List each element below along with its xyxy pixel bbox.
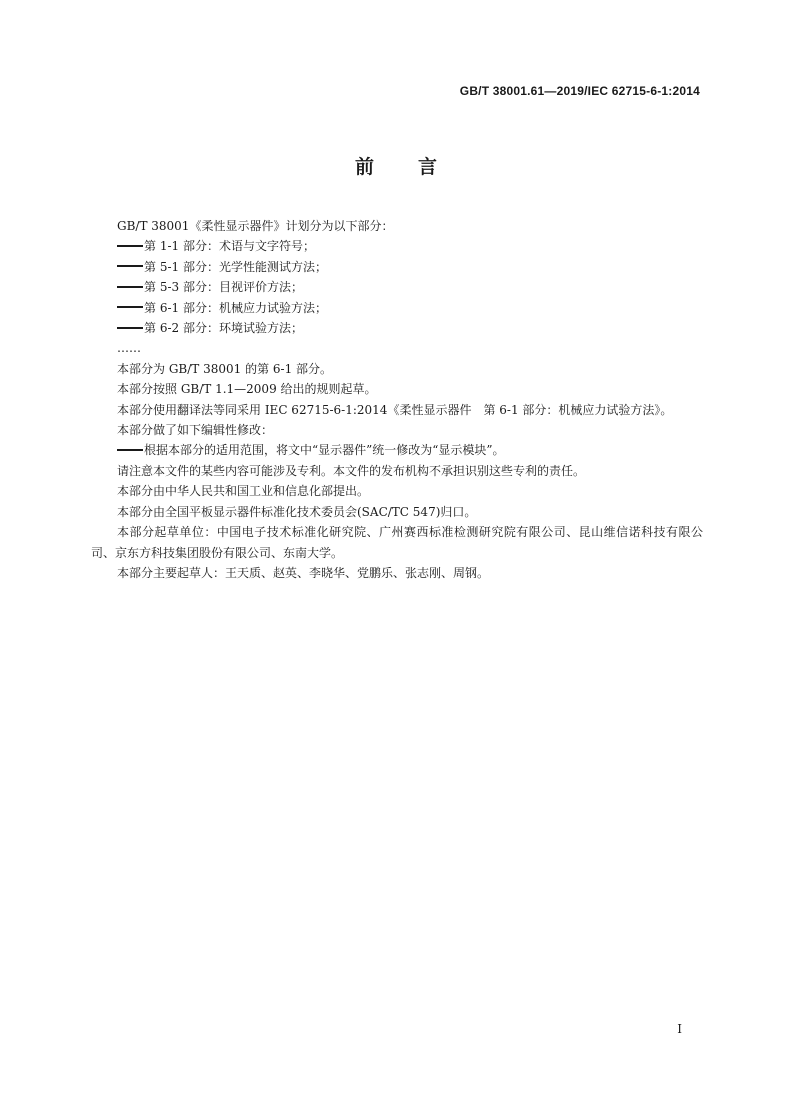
list-item-text: 第 6-1 部分：机械应力试验方法； <box>144 300 327 315</box>
list-item <box>91 440 703 460</box>
proposed-by-paragraph: 本部分由中华人民共和国工业和信息化部提出。 <box>117 484 370 499</box>
list-item <box>91 257 703 277</box>
em-dash <box>117 265 143 267</box>
centralized-by-paragraph: 本部分由全国平板显示器件标准化技术委员会(SAC/TC 547)归口。 <box>117 504 477 519</box>
editorial-intro-paragraph: 本部分做了如下编辑性修改： <box>117 423 274 438</box>
editorial-change-text: 根据本部分的适用范围，将文中“显示器件”统一修改为“显示模块”。 <box>144 443 505 458</box>
em-dash <box>117 306 143 308</box>
list-item-text: 第 5-3 部分：目视评价方法； <box>144 280 303 295</box>
drafting-rules-paragraph: 本部分按照 GB/T 1.1—2009 给出的规则起草。 <box>117 382 377 397</box>
list-item-text: 第 6-2 部分：环境试验方法； <box>144 321 303 336</box>
standard-number-header: GB/T 38001.61—2019/IEC 62715-6-1:2014 <box>459 84 700 98</box>
foreword-body <box>91 216 703 583</box>
em-dash <box>117 327 143 329</box>
em-dash <box>117 286 143 288</box>
em-dash <box>117 449 143 451</box>
translation-paragraph: 本部分使用翻译法等同采用 IEC 62715-6-1:2014《柔性显示器件 第 6-1 部分：机械应力试验方法》。 <box>117 402 673 417</box>
patent-notice-paragraph: 请注意本文件的某些内容可能涉及专利。本文件的发布机构不承担识别这些专利的责任。 <box>117 463 586 478</box>
list-item <box>91 236 703 256</box>
this-part-paragraph: 本部分为 GB/T 38001 的第 6-1 部分。 <box>117 361 333 376</box>
drafting-units-paragraph: 本部分起草单位：中国电子技术标准化研究院、广州赛西标准检测研究院有限公司、昆山维信诺科技有限公司、京东方科技集团股份有限公司、东南大学。 <box>91 525 703 560</box>
intro-paragraph: GB/T 38001《柔性显示器件》计划分为以下部分： <box>117 219 394 233</box>
list-item-text: 第 5-1 部分：光学性能测试方法； <box>144 259 327 274</box>
page-number: I <box>677 1022 682 1036</box>
em-dash <box>117 245 143 247</box>
list-item-text: 第 1-1 部分：术语与文字符号； <box>144 239 315 254</box>
page-title: 前言 <box>354 156 481 178</box>
ellipsis: …… <box>117 341 141 356</box>
list-item <box>91 277 703 297</box>
list-item <box>91 298 703 318</box>
list-item <box>91 318 703 338</box>
drafters-paragraph: 本部分主要起草人：王天质、赵英、李晓华、党鹏乐、张志刚、周钢。 <box>117 565 490 580</box>
